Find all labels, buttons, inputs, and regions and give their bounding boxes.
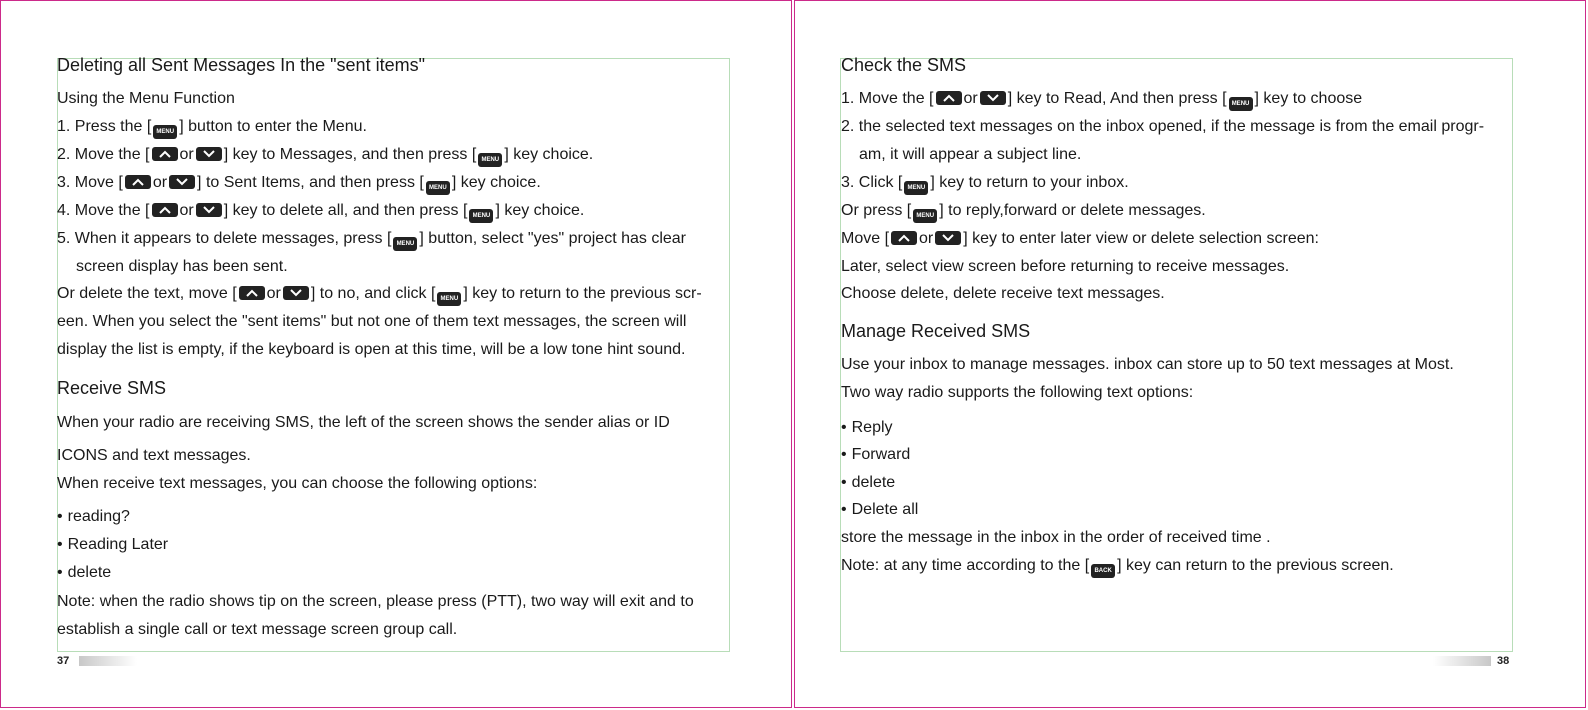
later-line: Later, select view screen before returning to receive messages.: [841, 258, 1290, 275]
page-number-bar: [1433, 656, 1491, 666]
manage-line: Two way radio supports the following text options:: [841, 384, 1194, 401]
chevron-up-icon: [239, 286, 265, 300]
chevron-down-icon: [935, 231, 961, 245]
text: or: [963, 90, 978, 107]
step-2-continued: am, it will appear a subject line.: [859, 146, 1082, 163]
bullet-item: • reading?: [57, 507, 130, 527]
text: ] button to enter the Menu.: [179, 118, 367, 135]
text: Or press [: [841, 202, 912, 219]
text: ] key to return to the previous scr-: [463, 285, 702, 302]
text: or: [152, 174, 168, 191]
menu-key-icon: MENU: [437, 292, 461, 306]
chevron-down-icon: [980, 91, 1006, 105]
text: ] button, select "yes" project has clear: [419, 230, 687, 247]
text: ] key to return to your inbox.: [930, 174, 1129, 191]
text: or: [266, 285, 281, 302]
chevron-up-icon: [936, 91, 962, 105]
heading-manage-sms: Manage Received SMS: [841, 321, 1031, 341]
step-2: 2. the selected text messages on the inbox opened, if the message is from the email progr-: [841, 118, 1485, 135]
bullet-item: • Delete all: [841, 500, 918, 520]
note-line: establish a single call or text message screen group call.: [57, 621, 458, 638]
receive-line: When your radio are receiving SMS, the left of the screen shows the sender alias or ID: [57, 414, 670, 431]
text: 3. Move [: [57, 174, 123, 191]
menu-key-icon: MENU: [426, 181, 450, 195]
heading-check-sms: Check the SMS: [841, 55, 967, 75]
chevron-down-icon: [196, 203, 222, 217]
back-key-icon: BACK: [1091, 564, 1115, 578]
heading-receive-sms: Receive SMS: [57, 378, 167, 398]
text: ] key choice.: [451, 174, 541, 191]
chevron-up-icon: [891, 231, 917, 245]
menu-key-icon: MENU: [904, 181, 928, 195]
page-number: 37: [57, 655, 70, 667]
text: ] key to Messages, and then press [: [223, 146, 477, 163]
text: ] to Sent Items, and then press [: [197, 174, 424, 191]
paragraph-line: display the list is empty, if the keyboard is open at this time, will be a low tone hint sound.: [57, 341, 686, 358]
store-line: store the message in the inbox in the order of received time .: [841, 529, 1271, 546]
chevron-up-icon: [125, 175, 151, 189]
chevron-down-icon: [283, 286, 309, 300]
chevron-down-icon: [196, 147, 222, 161]
text: or: [919, 230, 934, 247]
receive-line: When receive text messages, you can choose the following options:: [57, 475, 538, 492]
text: ] key choice.: [504, 146, 594, 163]
subheading-menu-function: Using the Menu Function: [57, 90, 235, 107]
text: ] key to choose: [1254, 90, 1363, 107]
text: or: [179, 146, 194, 163]
text: 5. When it appears to delete messages, press [: [57, 230, 392, 247]
step-3: [57, 173, 541, 195]
chevron-up-icon: [152, 203, 178, 217]
bullet-item: • delete: [841, 473, 895, 493]
text: Or delete the text, move [: [57, 285, 237, 302]
note-line: [841, 556, 1394, 578]
page-number-bar: [79, 656, 137, 666]
bullet-item: • delete: [57, 563, 111, 583]
receive-line: ICONS and text messages.: [57, 447, 251, 464]
menu-key-icon: MENU: [469, 209, 493, 223]
text: 4. Move the [: [57, 202, 150, 219]
text: Move [: [841, 230, 890, 247]
chevron-down-icon: [169, 175, 195, 189]
step-5-continued: screen display has been sent.: [76, 258, 288, 275]
page-number: 38: [1497, 655, 1510, 667]
step-1: [57, 117, 367, 139]
text: ] key choice.: [495, 202, 585, 219]
step-3: [841, 173, 1129, 195]
bullet-item: • Reading Later: [57, 535, 168, 555]
move-line: [841, 229, 1319, 249]
manage-line: Use your inbox to manage messages. inbox can store up to 50 text messages at Most.: [841, 356, 1454, 373]
text: Note: at any time according to the [: [841, 557, 1090, 574]
text: ] key can return to the previous screen.: [1117, 557, 1394, 574]
text: ] key to enter later view or delete selection screen:: [963, 230, 1319, 247]
chevron-up-icon: [152, 147, 178, 161]
menu-key-icon: MENU: [1229, 97, 1253, 111]
text: ] key to Read, And then press [: [1007, 90, 1227, 107]
menu-key-icon: MENU: [393, 237, 417, 251]
step-5: [57, 229, 686, 251]
note-line: Note: when the radio shows tip on the screen, please press (PTT), two way will exit and to: [57, 593, 694, 610]
text: 3. Click [: [841, 174, 903, 191]
heading-delete-sent: Deleting all Sent Messages In the "sent items": [57, 55, 425, 75]
text: ] key to delete all, and then press [: [223, 202, 468, 219]
text: ] to no, and click [: [310, 285, 436, 302]
choose-line: Choose delete, delete receive text messages.: [841, 285, 1165, 302]
paragraph-line: een. When you select the "sent items" but not one of them text messages, the screen will: [57, 313, 687, 330]
text: 2. Move the [: [57, 146, 150, 163]
bullet-item: • Reply: [841, 418, 893, 438]
text: 1. Press the [: [57, 118, 152, 135]
or-delete-line: [57, 284, 702, 306]
or-press-line: [841, 201, 1206, 223]
page-38: [794, 0, 1586, 708]
menu-key-icon: MENU: [153, 125, 177, 139]
step-1: [841, 89, 1362, 111]
page-37: [0, 0, 792, 708]
bullet-item: • Forward: [841, 445, 910, 465]
step-4: [57, 201, 584, 223]
step-2: [57, 145, 593, 167]
text: ] to reply,forward or delete messages.: [939, 202, 1206, 219]
text: 1. Move the [: [841, 90, 934, 107]
menu-key-icon: MENU: [478, 153, 502, 167]
text: or: [179, 202, 194, 219]
menu-key-icon: MENU: [913, 209, 937, 223]
